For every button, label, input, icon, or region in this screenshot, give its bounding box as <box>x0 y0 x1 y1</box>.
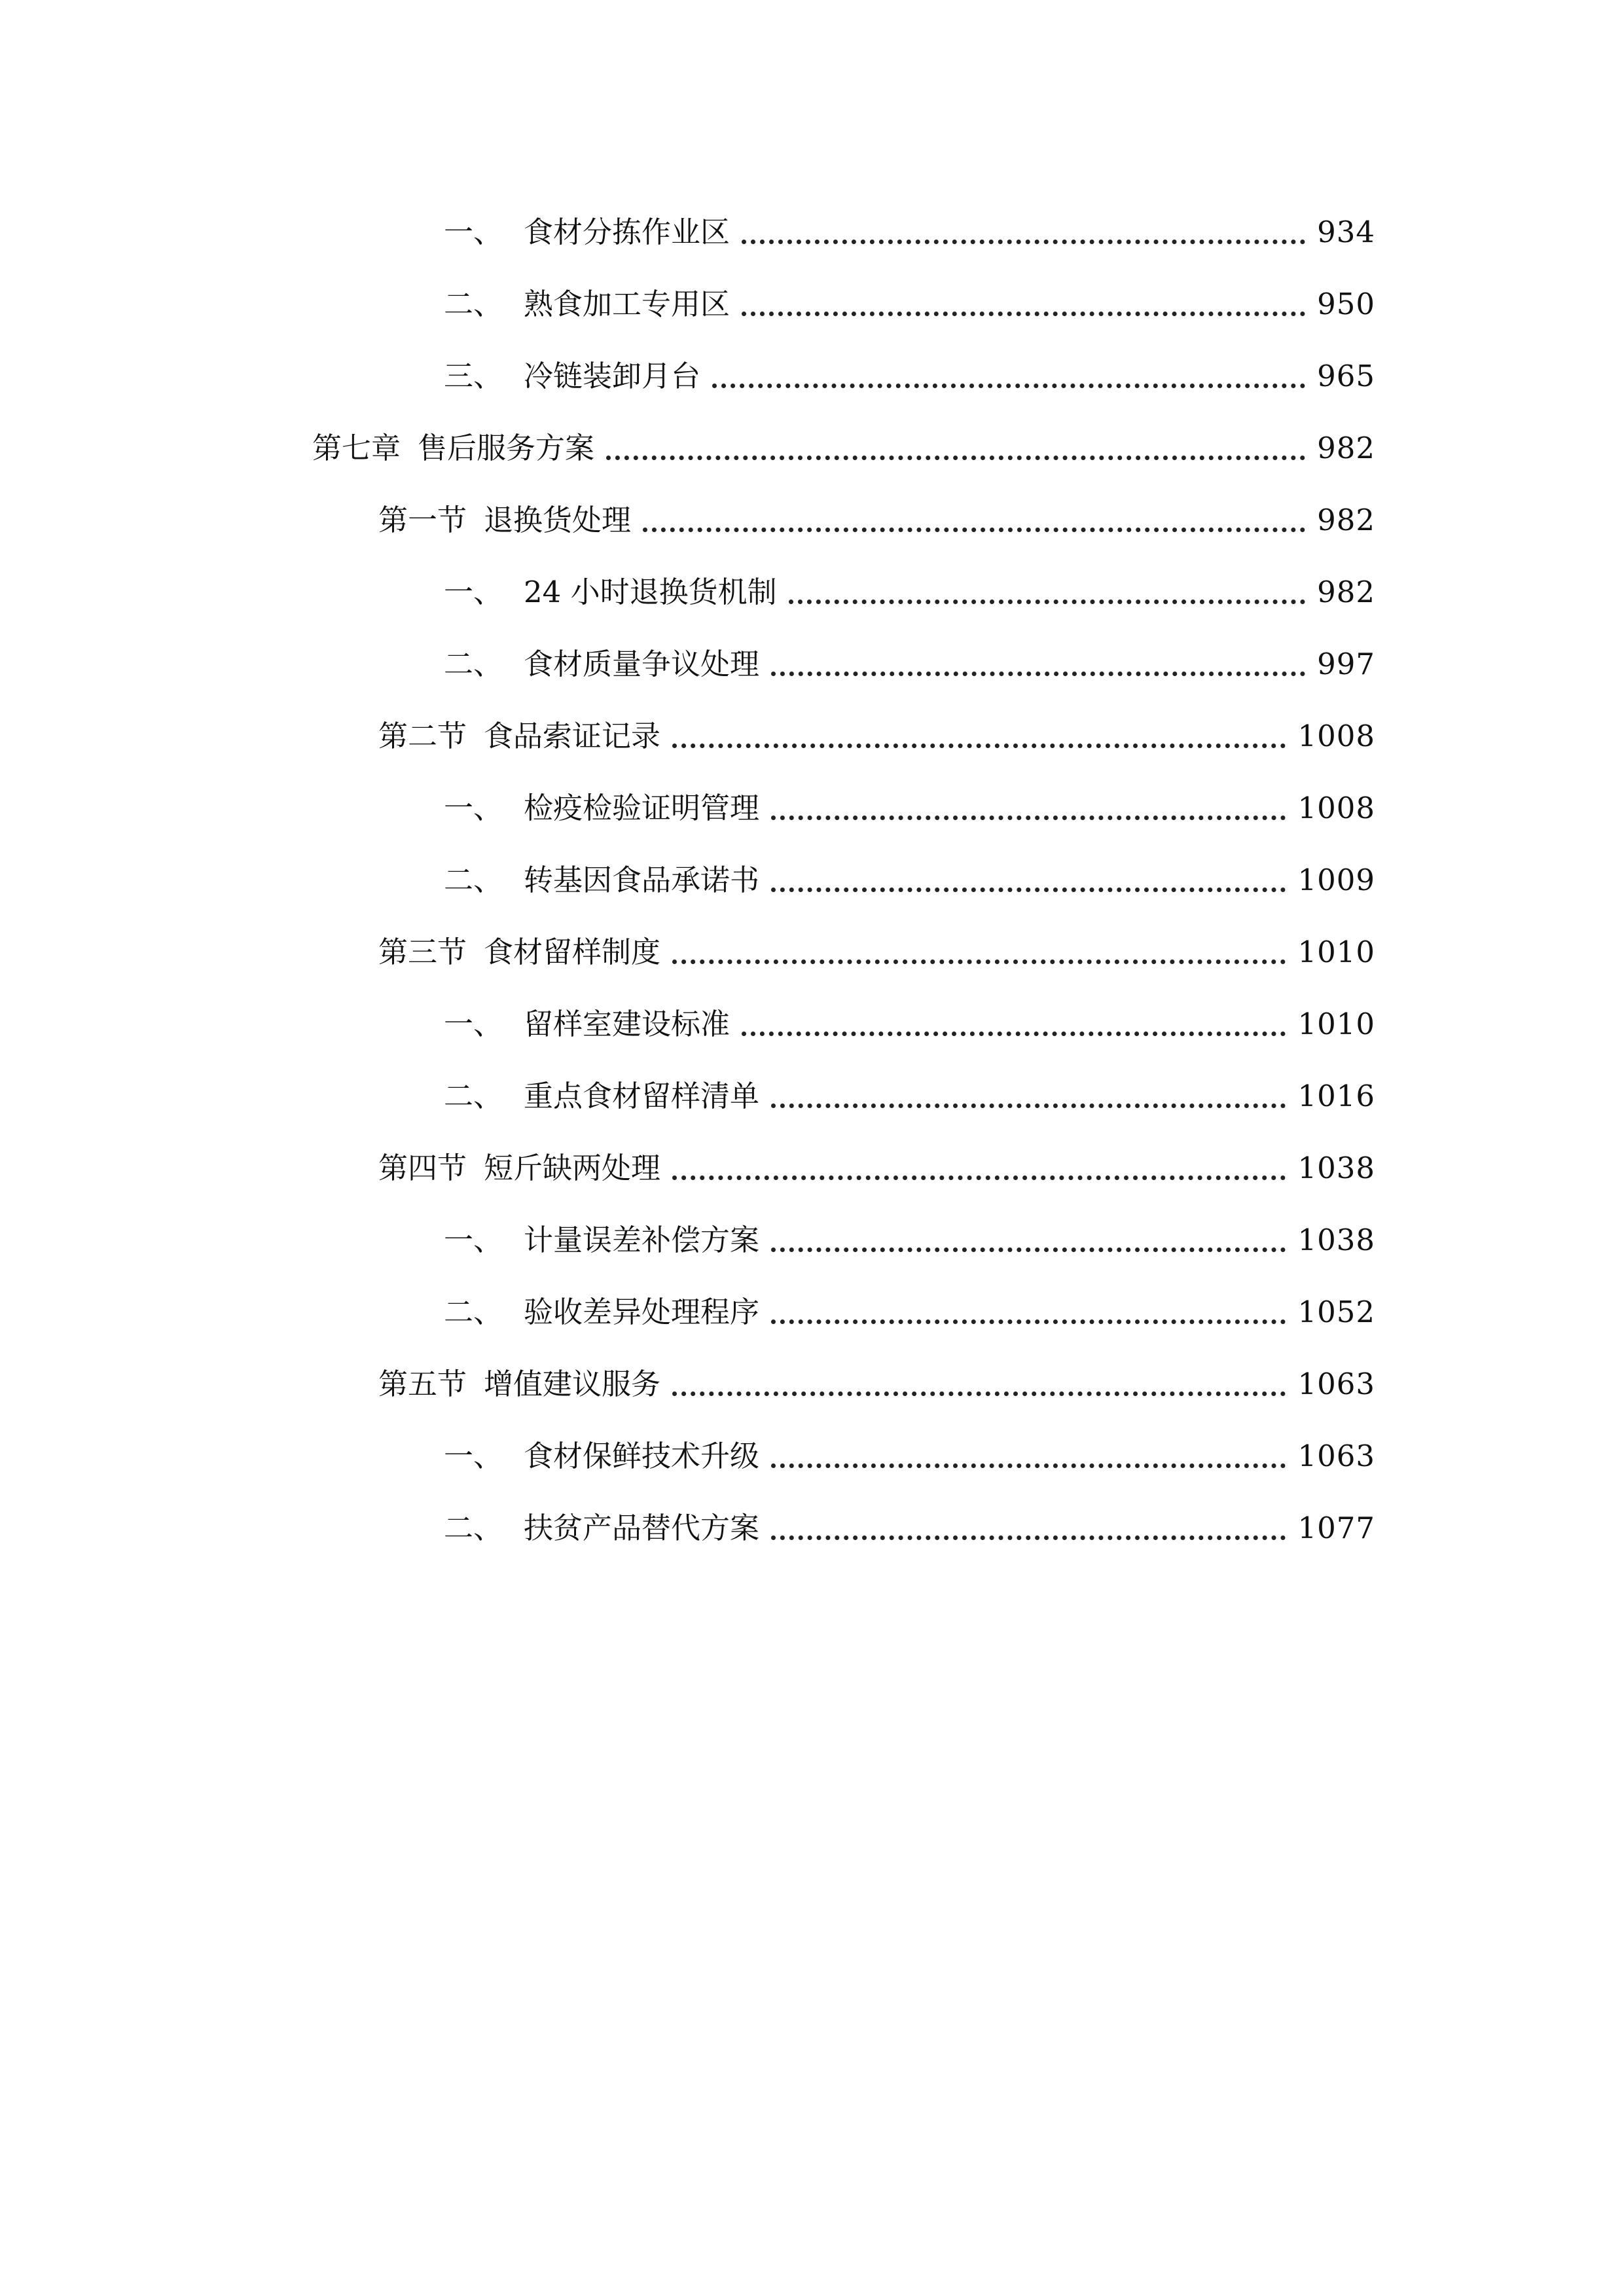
toc-entry-number: 第一节 <box>378 503 467 537</box>
toc-entry[interactable] <box>444 206 1375 252</box>
toc-entry-number: 一、 <box>444 215 503 249</box>
toc-dot-leader <box>712 384 1305 388</box>
toc-entry[interactable] <box>444 1502 1375 1548</box>
toc-entry[interactable] <box>444 998 1375 1044</box>
toc-entry-number: 二、 <box>444 1079 503 1113</box>
toc-entry-number: 一、 <box>444 1439 503 1473</box>
toc-entry-page: 982 <box>1317 431 1375 465</box>
toc-entry-number: 第二节 <box>378 719 467 753</box>
toc-entry[interactable] <box>444 350 1375 396</box>
toc-entry-title: 扶贫产品替代方案 <box>524 1511 760 1545</box>
toc-section-entry[interactable] <box>378 710 1375 756</box>
toc-entry-number: 一、 <box>444 791 503 825</box>
toc-entry-page: 997 <box>1317 647 1375 681</box>
toc-entry-page: 1016 <box>1297 1079 1375 1113</box>
toc-entry-title: 检疫检验证明管理 <box>524 791 760 825</box>
toc-dot-leader <box>742 312 1305 316</box>
toc-entry-title: 食材保鲜技术升级 <box>524 1439 760 1473</box>
toc-entry-page: 982 <box>1317 575 1375 609</box>
toc-entry-number: 一、 <box>444 1223 503 1257</box>
toc-entry-page: 1077 <box>1297 1511 1375 1545</box>
toc-entry-number: 二、 <box>444 863 503 897</box>
toc-dot-leader <box>672 1175 1286 1180</box>
toc-entry-number: 第四节 <box>378 1151 467 1185</box>
toc-entry[interactable] <box>444 1214 1375 1260</box>
toc-dot-leader <box>672 744 1286 748</box>
toc-entry-page: 1063 <box>1297 1439 1375 1473</box>
toc-entry-number: 三、 <box>444 359 503 393</box>
toc-entry-title: 食材分拣作业区 <box>524 215 731 249</box>
toc-entry-page: 1008 <box>1297 719 1375 753</box>
toc-entry-title: 熟食加工专用区 <box>524 287 731 321</box>
toc-entry-title: 转基因食品承诺书 <box>524 863 760 897</box>
toc-entry-title: 退换货处理 <box>484 503 632 537</box>
toc-entry-title: 短斤缺两处理 <box>484 1151 661 1185</box>
toc-entry-title: 食材质量争议处理 <box>524 647 760 681</box>
toc-entry-title: 重点食材留样清单 <box>524 1079 760 1113</box>
toc-dot-leader <box>643 528 1305 532</box>
toc-entry-page: 1009 <box>1297 863 1375 897</box>
toc-entry-page: 1010 <box>1297 1007 1375 1041</box>
toc-entry-number: 第七章 <box>312 431 401 465</box>
toc-entry-title: 计量误差补偿方案 <box>524 1223 760 1257</box>
toc-entry-page: 1038 <box>1297 1223 1375 1257</box>
toc-entry-number: 第三节 <box>378 935 467 969</box>
toc-entry-title: 增值建议服务 <box>484 1367 661 1401</box>
toc-entry-title: 食品索证记录 <box>484 719 661 753</box>
toc-entry[interactable] <box>444 1286 1375 1332</box>
toc-dot-leader <box>742 240 1305 244</box>
toc-entry-title: 24 小时退换货机制 <box>524 575 777 609</box>
toc-entry-title: 售后服务方案 <box>418 431 595 465</box>
toc-entry-page: 982 <box>1317 503 1375 537</box>
toc-entry[interactable] <box>444 1430 1375 1476</box>
toc-dot-leader <box>672 960 1286 964</box>
toc-entry-page: 1063 <box>1297 1367 1375 1401</box>
toc-dot-leader <box>742 1031 1286 1036</box>
toc-dot-leader <box>771 1247 1286 1252</box>
toc-entry-page: 1038 <box>1297 1151 1375 1185</box>
toc-entry-page: 965 <box>1317 359 1375 393</box>
toc-entry-title: 冷链装卸月台 <box>524 359 701 393</box>
toc-entry[interactable] <box>444 566 1375 612</box>
toc-dot-leader <box>771 816 1286 820</box>
toc-dot-leader <box>771 672 1305 676</box>
toc-entry[interactable] <box>444 854 1375 900</box>
toc-entry-title: 留样室建设标准 <box>524 1007 731 1041</box>
toc-entry[interactable] <box>444 278 1375 324</box>
toc-dot-leader <box>771 888 1286 892</box>
toc-entry-page: 1052 <box>1297 1295 1375 1329</box>
toc-entry-page: 934 <box>1317 215 1375 249</box>
toc-section-entry[interactable] <box>378 1358 1375 1404</box>
toc-entry-number: 二、 <box>444 1511 503 1545</box>
toc-entry-number: 一、 <box>444 1007 503 1041</box>
toc-dot-leader <box>606 456 1305 460</box>
toc-section-entry[interactable] <box>378 1142 1375 1188</box>
toc-entry-number: 二、 <box>444 647 503 681</box>
toc-entry[interactable] <box>444 782 1375 828</box>
toc-chapter-entry[interactable] <box>312 422 1375 468</box>
toc-entry-title: 食材留样制度 <box>484 935 661 969</box>
toc-entry-number: 二、 <box>444 1295 503 1329</box>
toc-entry[interactable] <box>444 1070 1375 1116</box>
toc-dot-leader <box>771 1103 1286 1108</box>
toc-entry-page: 950 <box>1317 287 1375 321</box>
toc-entry-number: 一、 <box>444 575 503 609</box>
toc-dot-leader <box>771 1463 1286 1468</box>
toc-entry-title: 验收差异处理程序 <box>524 1295 760 1329</box>
toc-entry-page: 1008 <box>1297 791 1375 825</box>
toc-section-entry[interactable] <box>378 494 1375 540</box>
toc-section-entry[interactable] <box>378 926 1375 972</box>
toc-dot-leader <box>771 1319 1286 1324</box>
toc-dot-leader <box>672 1391 1286 1396</box>
toc-entry-number: 二、 <box>444 287 503 321</box>
toc-dot-leader <box>771 1535 1286 1540</box>
toc-dot-leader <box>789 600 1306 604</box>
toc-entry-page: 1010 <box>1297 935 1375 969</box>
toc-entry[interactable] <box>444 638 1375 684</box>
toc-entry-number: 第五节 <box>378 1367 467 1401</box>
